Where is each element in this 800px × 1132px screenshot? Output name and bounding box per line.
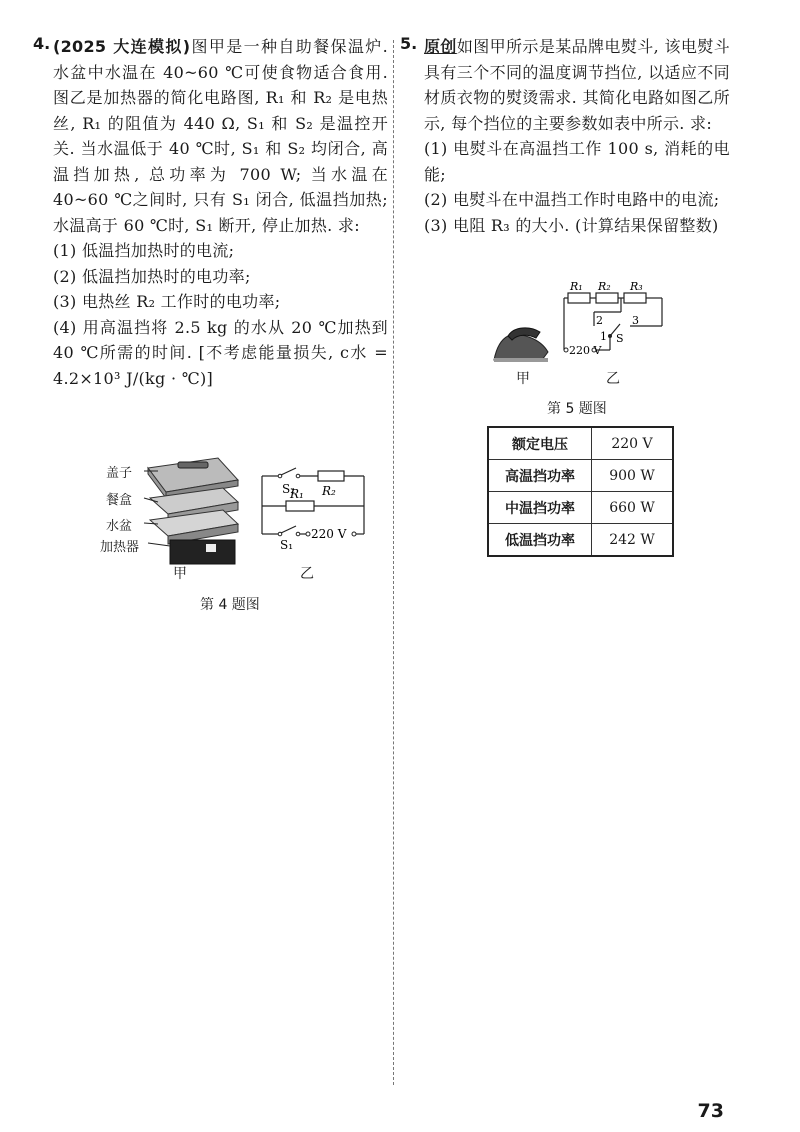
question-4-sub-caption-jia: 甲 <box>173 566 187 582</box>
table-value: 220 V <box>592 427 674 460</box>
table-key: 低温挡功率 <box>488 524 592 557</box>
question-5-number: 5. <box>400 34 418 53</box>
circuit5-label-r2: R₂ <box>598 280 611 293</box>
circuit4-label-s2: S₂ <box>282 482 296 496</box>
table-key: 额定电压 <box>488 427 592 460</box>
question-5-figure-iron <box>490 322 552 366</box>
table-value: 660 W <box>592 492 674 524</box>
question-5-sub-2: (2) 电熨斗在中温挡工作时电路中的电流; <box>424 190 720 209</box>
circuit5-label-terminal-3: 3 <box>632 314 639 327</box>
table-row <box>488 427 673 460</box>
label-heater: 加热器 <box>100 540 140 555</box>
table-row <box>488 492 673 524</box>
circuit5-label-switch: S <box>616 332 624 345</box>
question-4-figure-caption: 第 4 题图 <box>200 597 260 613</box>
circuit4-label-voltage: 220 V <box>311 527 347 541</box>
question-5-stem-text: 如图甲所示是某品牌电熨斗, 该电熨斗具有三个不同的温度调节挡位, 以适应不同材质衣物的熨烫需求. 其简化电路如图乙所示, 每个挡位的主要参数如表中所示. 求: <box>424 37 730 133</box>
question-5-sub-caption-yi: 乙 <box>606 371 620 387</box>
question-4-number: 4. <box>33 34 51 53</box>
circuit4-label-r1: R₁ <box>290 487 304 501</box>
circuit5-label-r1: R₁ <box>570 280 583 293</box>
table-row <box>488 524 673 557</box>
question-4-sub-caption-yi: 乙 <box>300 566 314 582</box>
circuit5-label-terminal-2: 2 <box>596 314 603 327</box>
table-value: 242 W <box>592 524 674 557</box>
question-4-sub-2: (2) 低温挡加热时的电功率; <box>53 266 251 286</box>
question-5-sub-3: (3) 电阻 R₃ 的大小. (计算结果保留整数) <box>424 215 719 235</box>
table-key: 中温挡功率 <box>488 492 592 524</box>
question-4 <box>53 34 388 391</box>
label-food-box: 餐盒 <box>106 493 133 508</box>
question-4-sub-3: (3) 电热丝 R₂ 工作时的电功率; <box>53 292 281 311</box>
circuit4-label-s1: S₁ <box>280 538 294 552</box>
table-key: 高温挡功率 <box>488 460 592 492</box>
question-4-stem <box>53 34 388 238</box>
table-row <box>488 460 673 492</box>
column-divider <box>393 40 394 1085</box>
question-4-stem-text: 图甲是一种自助餐保温炉. 水盆中水温在 40~60 ℃可使食物适合食用. 图乙是加热器的简化电路图, R₁ 和 R₂ 是电热丝, R₁ 的阻值为 440 Ω, S₁ 和 S₂ 是温控开关. 当水温低于 40 ℃时, S₁ 和 S₂ 均闭合, 高温挡加热, 总功率为 700 W; 当水温在 40~60 ℃之间时, 只有 S₁ 闭合, 低温挡加热; 水温高于 60 ℃时, S₁ 断开, 停止加热. 求: <box>53 37 388 235</box>
question-5 <box>424 34 730 238</box>
question-4-circuit-diagram <box>256 462 376 552</box>
label-lid: 盖子 <box>106 466 133 481</box>
circuit5-label-r3: R₃ <box>630 280 643 293</box>
question-5-sub-caption-jia: 甲 <box>516 371 530 387</box>
question-4-sub-1: (1) 低温挡加热时的电流; <box>53 241 235 260</box>
question-5-stem <box>424 34 730 136</box>
question-4-sub-4: (4) 用高温挡将 2.5 kg 的水从 20 ℃加热到 40 ℃所需的时间. [不考虑能量损失, c水 = 4.2×10³ J/(kg · ℃)] <box>53 317 388 388</box>
label-water-pan: 水盆 <box>106 519 133 534</box>
circuit4-label-r2: R₂ <box>322 484 336 498</box>
question-5-figure-caption: 第 5 题图 <box>547 401 607 417</box>
circuit5-label-voltage: 220 V <box>569 344 602 357</box>
question-5-parameter-table <box>487 426 674 557</box>
question-5-sub-1: (1) 电熨斗在高温挡工作 100 s, 消耗的电能; <box>424 139 730 184</box>
question-5-circuit-diagram <box>558 280 668 360</box>
table-value: 900 W <box>592 460 674 492</box>
page-number: 73 <box>697 1100 724 1122</box>
question-5-original-badge: 原创 <box>424 37 457 56</box>
question-4-source-tag: (2025 大连模拟) <box>53 37 191 56</box>
circuit5-label-terminal-1: 1 <box>600 330 607 343</box>
